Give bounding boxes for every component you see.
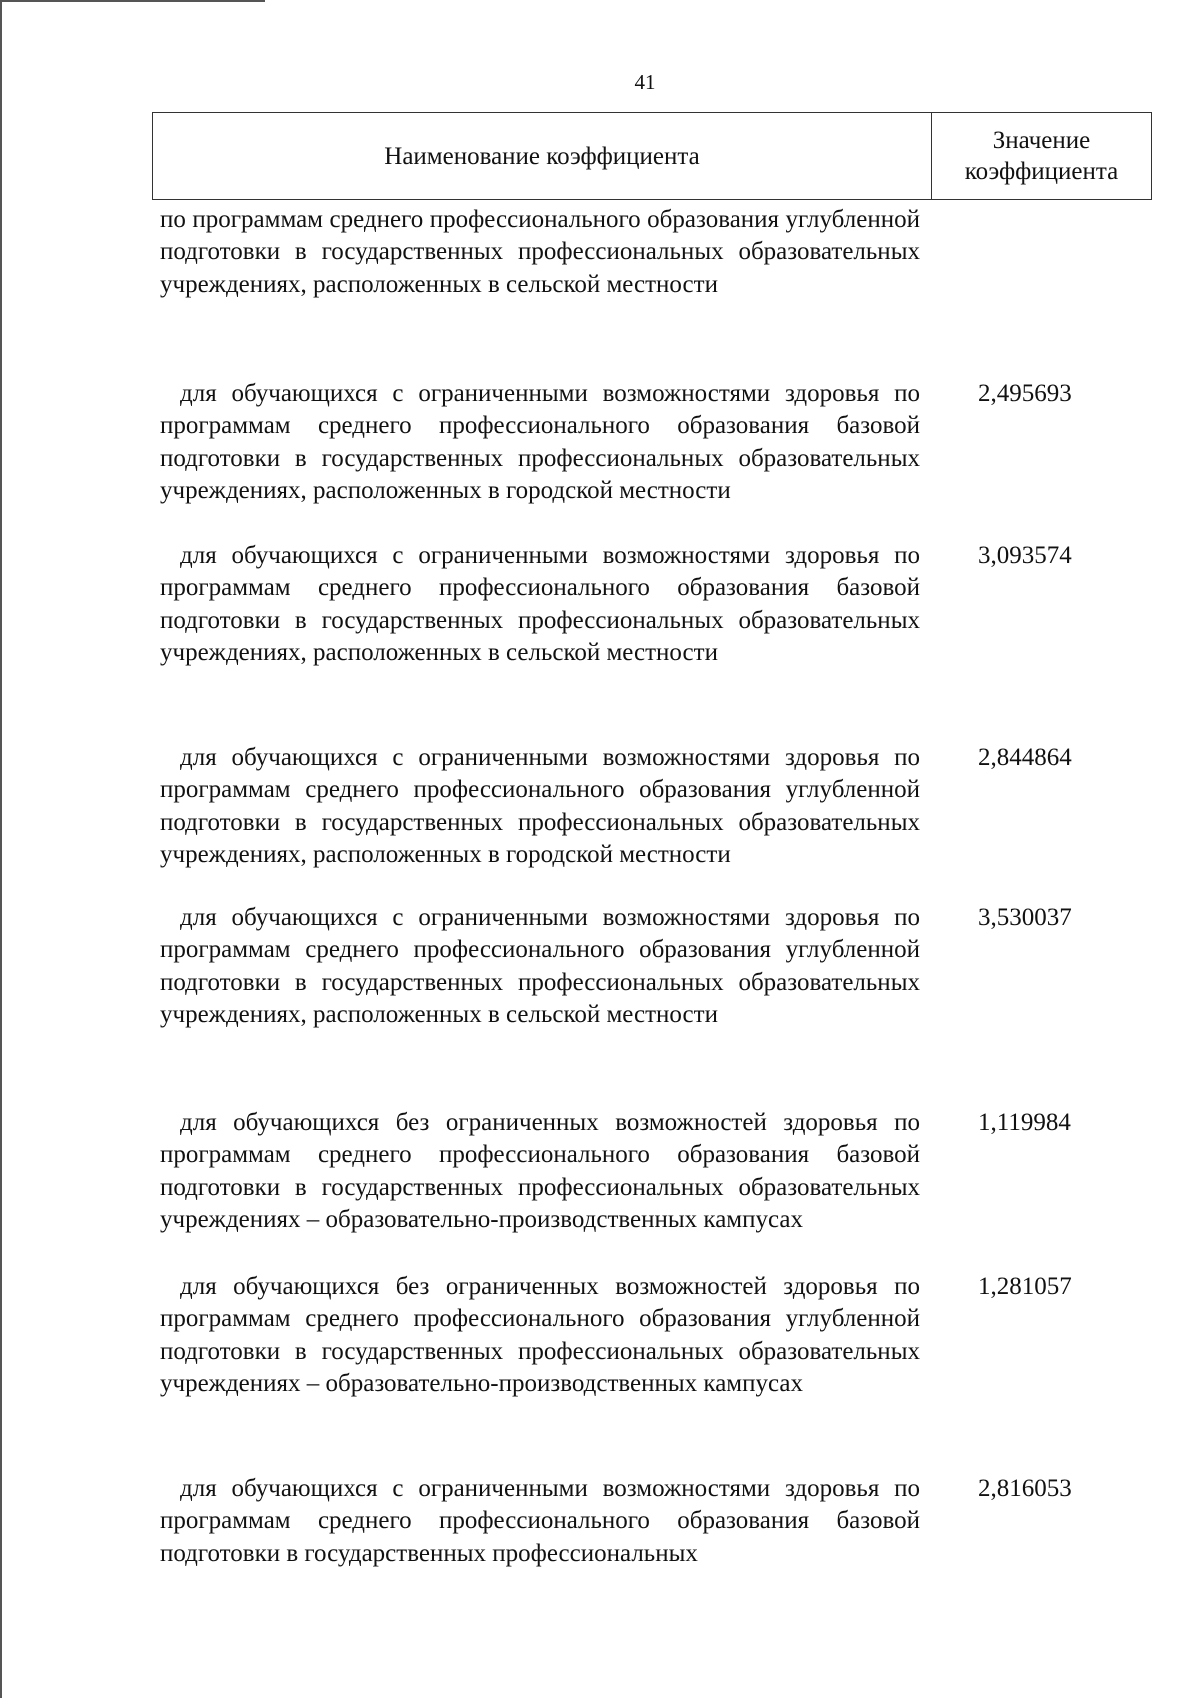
- coefficient-name: для обучающихся без ограниченных возможностей здоровья по программам среднего профессионального образования углубленной подготовки в государственных профессиональных образовательных учреждениях – образовательно-производственных кампусах: [160, 1273, 920, 1397]
- coefficient-value: 2,495693: [978, 380, 1072, 407]
- coefficient-name: для обучающихся с ограниченными возможностями здоровья по программам среднего профессионального образования базовой подготовки в государственных профессиональных образовательных учреждениях, расположенных в городской местности: [160, 380, 920, 504]
- coefficient-name: для обучающихся с ограниченными возможностями здоровья по программам среднего профессионального образования углубленной подготовки в государственных профессиональных образовательных учреждениях, расположенных в сельской местности: [160, 904, 920, 1028]
- header-value-label-line2: коэффициента: [964, 158, 1119, 185]
- coefficient-name: для обучающихся без ограниченных возможностей здоровья по программам среднего профессионального образования базовой подготовки в государственных профессиональных образовательных учреждениях – образовательно-производственных кампусах: [160, 1109, 920, 1233]
- coefficient-name: для обучающихся с ограниченными возможностями здоровья по программам среднего профессионального образования углубленной подготовки в государственных профессиональных образовательных учреждениях, расположенных в городской местности: [160, 744, 920, 868]
- scan-edge-left: [0, 0, 2, 1698]
- header-value-column: [932, 113, 1152, 200]
- coefficient-name: для обучающихся с ограниченными возможностями здоровья по программам среднего профессионального образования базовой подготовки в государственных профессиональных: [160, 1475, 920, 1567]
- coefficient-value: 2,844864: [978, 744, 1072, 771]
- header-name-column: [153, 113, 932, 200]
- header-value-label-line1: Значение: [992, 127, 1091, 154]
- header-name-label: Наименование коэффициента: [384, 142, 700, 170]
- coefficient-value: 1,281057: [978, 1273, 1072, 1300]
- page-number: 41: [634, 70, 656, 94]
- coefficient-value: 1,119984: [978, 1109, 1071, 1136]
- table-header: [152, 112, 1152, 200]
- coefficient-name: для обучающихся с ограниченными возможностями здоровья по программам среднего профессионального образования базовой подготовки в государственных профессиональных образовательных учреждениях, расположенных в сельской местности: [160, 542, 920, 666]
- coefficient-value: 3,093574: [978, 542, 1072, 569]
- coefficient-value: 3,530037: [978, 904, 1072, 931]
- scan-edge-top: [0, 0, 265, 2]
- coefficient-value: 2,816053: [978, 1475, 1072, 1502]
- continuation-text: по программам среднего профессионального образования углубленной подготовки в государственных профессиональных образовательных учреждениях, расположенных в сельской местности: [160, 206, 920, 298]
